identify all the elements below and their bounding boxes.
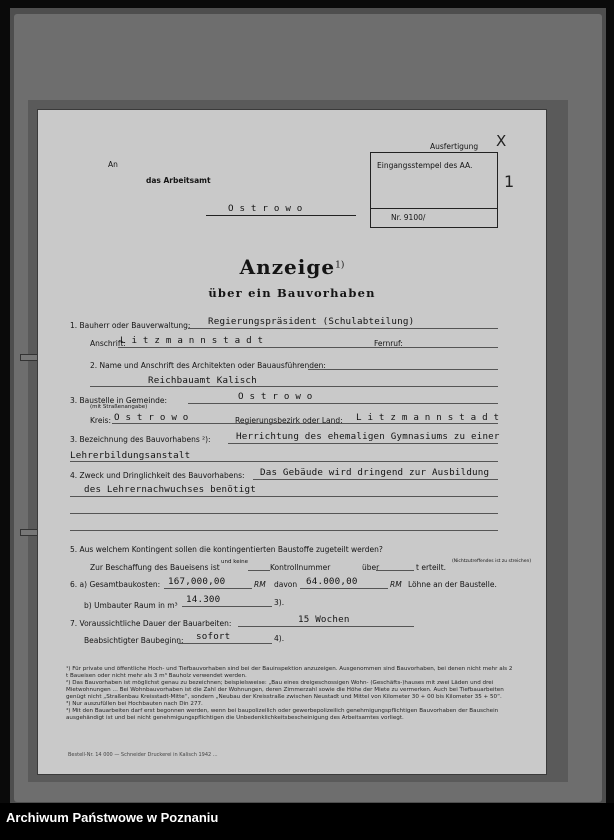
- field-8-label: b) Umbauter Raum in m³: [84, 601, 178, 610]
- field-6-note: (Nichtzutreffendes ist zu streichen): [452, 559, 532, 564]
- kreis-value: O s t r o w o: [114, 412, 189, 423]
- field-4-value-1: Herrichtung des ehemaligen Gymnasiums zu einer: [236, 431, 500, 442]
- field-2-value: Reichbauamt Kalisch: [148, 375, 257, 386]
- field-2-label: 2. Name und Anschrift des Architekten oder Bauausführenden:: [90, 361, 326, 370]
- city-value: O s t r o w o: [228, 203, 303, 214]
- rm-label-1: RM: [254, 580, 266, 589]
- field-6-label: 5. Aus welchem Kontingent sollen die kontingentierten Baustoffe zugeteilt werden?: [70, 545, 383, 554]
- footnotes: [66, 666, 516, 722]
- field-9-value: 15 Wochen: [298, 614, 350, 625]
- footnote-3: ³) Nur auszufüllen bei Hochbauten nach Din 277.: [66, 701, 203, 707]
- field-1-value: Regierungspräsident (Schulabteilung): [208, 316, 415, 327]
- printer-imprint: Bestell-Nr. 14 000 — Schneider Druckerei in Kalisch 1942 ...: [68, 752, 218, 758]
- field-5-label: 4. Zweck und Dringlichkeit des Bauvorhabens:: [70, 471, 245, 480]
- regbez-label: Regierungsbezirk oder Land:: [235, 416, 343, 425]
- anschrift-value: L i t z m a n n s t a d t: [120, 335, 264, 346]
- field-10-sup: 4).: [274, 634, 285, 643]
- field-5-value-2: des Lehrernachwuchses benötigt: [84, 484, 256, 495]
- archive-name: Archiwum Państwowe w Poznaniu: [6, 810, 219, 825]
- reference-number: Nr. 9100/: [391, 213, 426, 222]
- field-6-mid-1: und keine: [221, 559, 248, 565]
- footnote-4: ⁴) Mit den Bauarbeiten darf erst begonnen werden, wenn bei baupolizeilich oder gewerbepolizeilich genehmigungspflichtigen Bauvorhaben der Bauschein ausgehändigt ist und bei nicht genehmigungspflichtigen die Unbedenklichkeitsbescheinigung des Arbeitsamtes vorliegt.: [66, 708, 499, 721]
- fernruf-label: Fernruf:: [374, 339, 403, 348]
- an-label: An: [108, 160, 118, 169]
- field-7-label: 6. a) Gesamtbaukosten:: [70, 580, 161, 589]
- field-6-mid-2: Kontrollnummer: [270, 563, 331, 572]
- davon-label: davon: [274, 580, 298, 589]
- field-4-value-2: Lehrerbildungsanstalt: [70, 450, 191, 461]
- field-3-label: 3. Baustelle in Gemeinde:: [70, 396, 167, 405]
- margin-mark-x: X: [496, 132, 507, 150]
- regbez-value: L i t z m a n n s t a d t: [356, 412, 500, 423]
- kreis-label: Kreis:: [90, 416, 111, 425]
- field-7-value: 167,000,00: [168, 576, 226, 587]
- field-4-label: 3. Bezeichnung des Bauvorhabens ²):: [70, 435, 211, 444]
- receipt-stamp-box: [370, 152, 498, 228]
- field-7-davon: 64.000,00: [306, 576, 358, 587]
- footnote-2: ²) Das Bauvorhaben ist möglichst genau zu bezeichnen; beispielsweise: „Bau eines dreigeschossigen Wohn- (Geschäfts-)hauses mit zwei Läden und drei Mietwohnungen ... Bei Wohnbauvorhaben ist die Zahl der Wohnungen, deren Zimmerzahl sowie die Höhe der Miete zu vermerken. Auch bei Tiefbauarbeiten genügt nicht „Straßenbau Kreisstadt-Mitte“, sondern „Neubau der Kreisstraße zwischen Neustadt und Mittel von Kilometer 30 + 00 bis Kilometer 35 + 50“.: [66, 680, 504, 700]
- field-5-value-1: Das Gebäude wird dringend zur Ausbildung: [260, 467, 490, 478]
- stamp-label: Eingangsstempel des AA.: [377, 161, 473, 170]
- field-1-label: 1. Bauherr oder Bauverwaltung:: [70, 321, 191, 330]
- document-subtitle: über ein Bauvorhaben: [208, 286, 376, 300]
- field-8-value: 14.300: [186, 594, 221, 605]
- field-6-erteilt: t erteilt.: [416, 563, 447, 572]
- field-3-value: O s t r o w o: [238, 391, 313, 402]
- archive-footer: [0, 803, 614, 840]
- document-title: Anzeige$^{1)}$: [239, 255, 345, 279]
- field-10-label: Beabsichtigter Baubeginn:: [84, 636, 184, 645]
- field-3-sub: (mit Straßenangabe): [90, 404, 148, 410]
- loehne-label: Löhne an der Baustelle.: [408, 580, 497, 589]
- margin-mark-1: 1: [504, 172, 515, 191]
- rm-label-2: RM: [390, 580, 402, 589]
- document-page: [38, 110, 546, 774]
- footnote-1: ¹) Für private und öffentliche Hoch- und Tiefbauvorhaben sind bei der Bauinspektion anzuzeigen. Ausgenommen sind Bauvorhaben, bei denen nicht mehr als 2 t Baueisen oder nicht mehr als 3 m³ Bauholz verwendet werden.: [66, 666, 513, 679]
- anschrift-label: Anschrift:: [90, 339, 126, 348]
- field-8-sup: 3).: [274, 598, 285, 607]
- field-9-label: 7. Voraussichtliche Dauer der Bauarbeiten:: [70, 619, 232, 628]
- field-6-line: Zur Beschaffung des Baueisens ist: [90, 563, 220, 572]
- field-10-value: sofort: [196, 631, 231, 642]
- arbeitsamt-label: das Arbeitsamt: [146, 176, 211, 185]
- field-6-uber: über: [362, 563, 380, 572]
- ausfertigung-label: Ausfertigung: [430, 142, 479, 151]
